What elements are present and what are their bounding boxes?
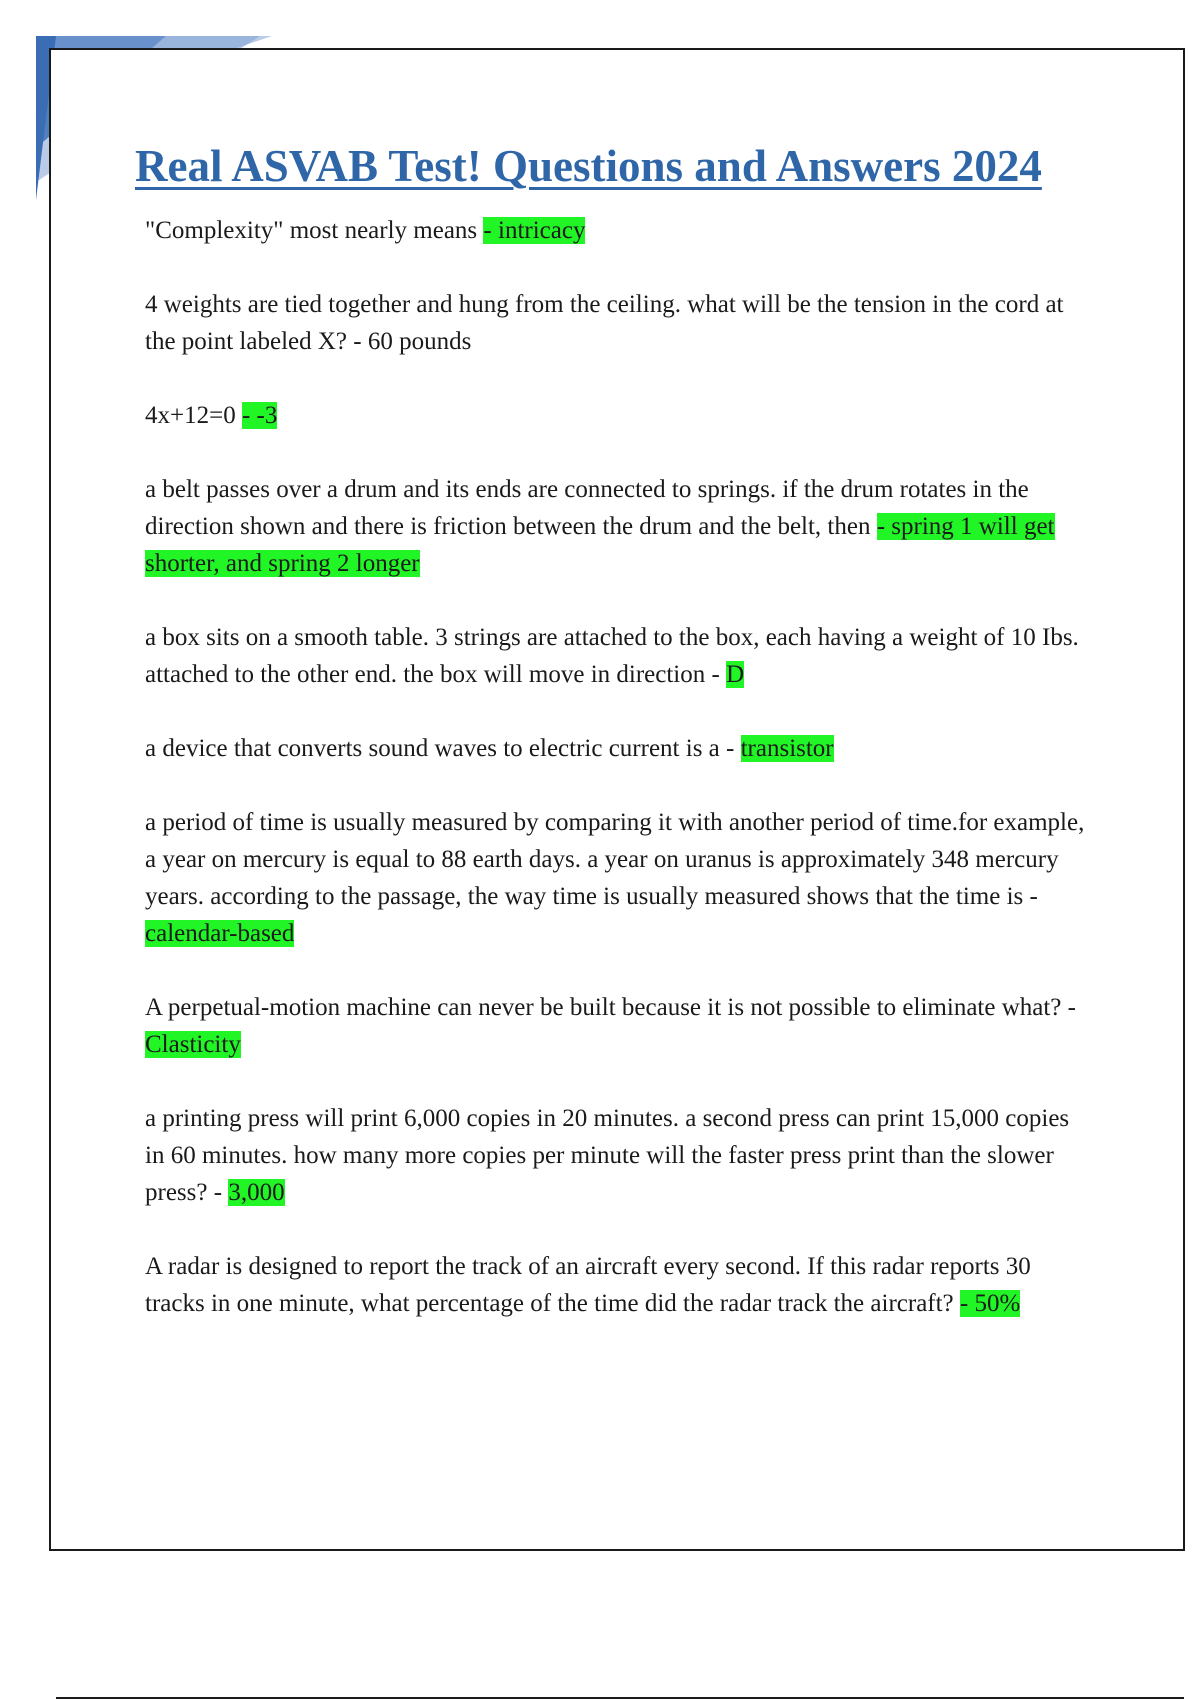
question-text: A perpetual-motion machine can never be built because it is not possible to eliminate what? - [145, 994, 1076, 1021]
qa-item [145, 619, 1090, 693]
qa-item [145, 730, 1090, 767]
answer-highlight: - 50% [959, 1290, 1021, 1317]
qa-item [145, 471, 1090, 582]
answer-highlight: transistor [740, 735, 834, 762]
question-text: 4 weights are tied together and hung from the ceiling. what will be the tension in the cord at the point labeled X? - 60 pounds [145, 291, 1064, 355]
question-text: a box sits on a smooth table. 3 strings are attached to the box, each having a weight of 10 Ibs. attached to the other end. the box will move in direction - [145, 624, 1079, 688]
footer-rule [56, 1697, 1184, 1699]
answer-highlight: calendar-based [145, 920, 295, 947]
qa-item [145, 804, 1090, 952]
question-text: a device that converts sound waves to electric current is a - [145, 735, 741, 762]
question-text: 4x+12=0 [145, 402, 242, 429]
qa-list [145, 212, 1090, 1359]
qa-item [145, 286, 1090, 360]
question-text: a period of time is usually measured by comparing it with another period of time.for example, a year on mercury is equal to 88 earth days. a year on uranus is approximately 348 mercury years. according to the passage, the way time is usually measured shows that the time is - [145, 809, 1085, 910]
answer-highlight: - intricacy [483, 217, 586, 244]
question-text: a belt passes over a drum and its ends are connected to springs. if the drum rotates in the direction shown and there is friction between the drum and the belt, then [145, 476, 1029, 540]
answer-highlight: 3,000 [228, 1179, 285, 1206]
answer-highlight: D [726, 661, 745, 688]
question-text: A radar is designed to report the track of an aircraft every second. If this radar reports 30 tracks in one minute, what percentage of the time did the radar track the aircraft? [145, 1253, 1031, 1317]
document-title: Real ASVAB Test! Questions and Answers 2024 [135, 141, 1042, 191]
qa-item [145, 212, 1090, 249]
question-text: a printing press will print 6,000 copies in 20 minutes. a second press can print 15,000 copies in 60 minutes. how many more copies per minute will the faster press print than the slower press? - [145, 1105, 1070, 1206]
qa-item [145, 1248, 1090, 1322]
answer-highlight: - -3 [241, 402, 278, 429]
question-text: "Complexity" most nearly means [145, 217, 484, 244]
answer-highlight: - spring 1 will get shorter, and spring 2 longer [145, 513, 1055, 577]
qa-item [145, 1100, 1090, 1211]
qa-item [145, 989, 1090, 1063]
answer-highlight: Clasticity [145, 1031, 241, 1058]
qa-item [145, 397, 1090, 434]
